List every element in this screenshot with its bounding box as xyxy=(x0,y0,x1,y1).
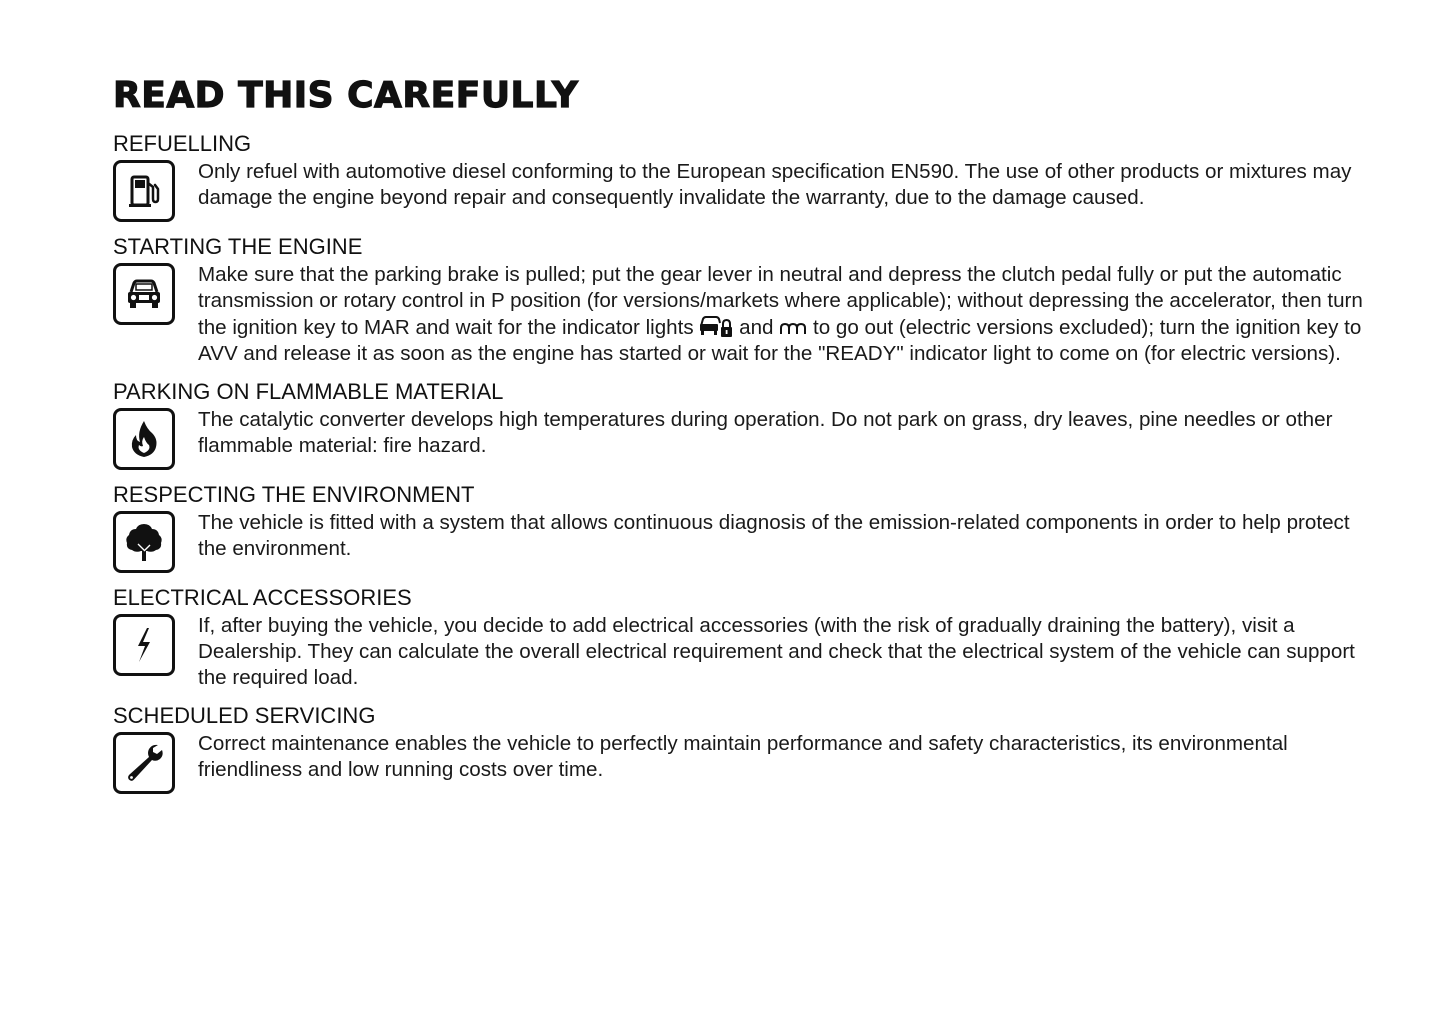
tree-icon xyxy=(113,511,175,573)
immobilizer-warning-icon xyxy=(699,314,733,338)
lightning-bolt-icon-graphic xyxy=(122,623,166,667)
car-front-icon-graphic xyxy=(122,272,166,316)
section-environment xyxy=(113,482,1375,573)
flame-icon-graphic xyxy=(122,417,166,461)
section-starting-engine xyxy=(113,234,1375,367)
section-electrical xyxy=(113,585,1375,691)
section-text: The vehicle is fitted with a system that allows continuous diagnosis of the emission-related components in order to help protect the environment. xyxy=(198,511,1350,560)
text-part-2: to go out (electric versions excluded); turn the ignition key to AVV and release it as soon as the engine has started or wait for the "READY" indicator light to come on (for electric versions). xyxy=(198,316,1362,365)
section-parking-flammable xyxy=(113,379,1375,470)
glow-plug-icon xyxy=(779,322,807,338)
section-text: If, after buying the vehicle, you decide to add electrical accessories (with the risk of gradually draining the battery), visit a Dealership. They can calculate the overall electrical requirement and check that the electrical system of the vehicle can support the required load. xyxy=(198,614,1355,689)
wrench-icon xyxy=(113,732,175,794)
section-heading: STARTING THE ENGINE xyxy=(113,234,363,259)
page-title: READ THIS CAREFULLY xyxy=(113,75,579,116)
section-heading: RESPECTING THE ENVIRONMENT xyxy=(113,482,475,507)
section-text: Only refuel with automotive diesel conforming to the European specification EN590. The use of other products or mixtures may damage the engine beyond repair and consequently invalidate the warranty, due to the damage caused. xyxy=(198,160,1352,209)
section-servicing xyxy=(113,703,1375,794)
section-body xyxy=(113,731,1375,794)
text-and: and xyxy=(739,316,774,339)
section-heading: PARKING ON FLAMMABLE MATERIAL xyxy=(113,379,504,404)
section-text xyxy=(198,262,1375,367)
wrench-icon-graphic xyxy=(122,741,166,785)
tree-icon-graphic xyxy=(122,520,166,564)
lightning-bolt-icon xyxy=(113,614,175,676)
page xyxy=(113,74,1375,806)
section-refuelling xyxy=(113,131,1375,222)
section-body xyxy=(113,613,1375,691)
section-heading: ELECTRICAL ACCESSORIES xyxy=(113,585,412,610)
section-body xyxy=(113,510,1375,573)
section-text: Correct maintenance enables the vehicle to perfectly maintain performance and safety characteristics, its environmental friendliness and low running costs over time. xyxy=(198,732,1288,781)
section-body xyxy=(113,159,1375,222)
fuel-pump-icon xyxy=(113,160,175,222)
flame-icon xyxy=(113,408,175,470)
section-heading: SCHEDULED SERVICING xyxy=(113,703,376,728)
section-body xyxy=(113,407,1375,470)
text-part-1: Make sure that the parking brake is pulled; put the gear lever in neutral and depress the clutch pedal fully or put the automatic transmission or rotary control in P position (for versions/markets where applicable); without depressing the accelerator, then turn the ignition key to MAR and wait for the indicator lights xyxy=(198,263,1363,339)
fuel-pump-icon-graphic xyxy=(122,169,166,213)
section-body xyxy=(113,262,1375,367)
section-text: The catalytic converter develops high temperatures during operation. Do not park on grass, dry leaves, pine needles or other flammable material: fire hazard. xyxy=(198,408,1333,457)
car-front-icon xyxy=(113,263,175,325)
section-heading: REFUELLING xyxy=(113,131,252,156)
